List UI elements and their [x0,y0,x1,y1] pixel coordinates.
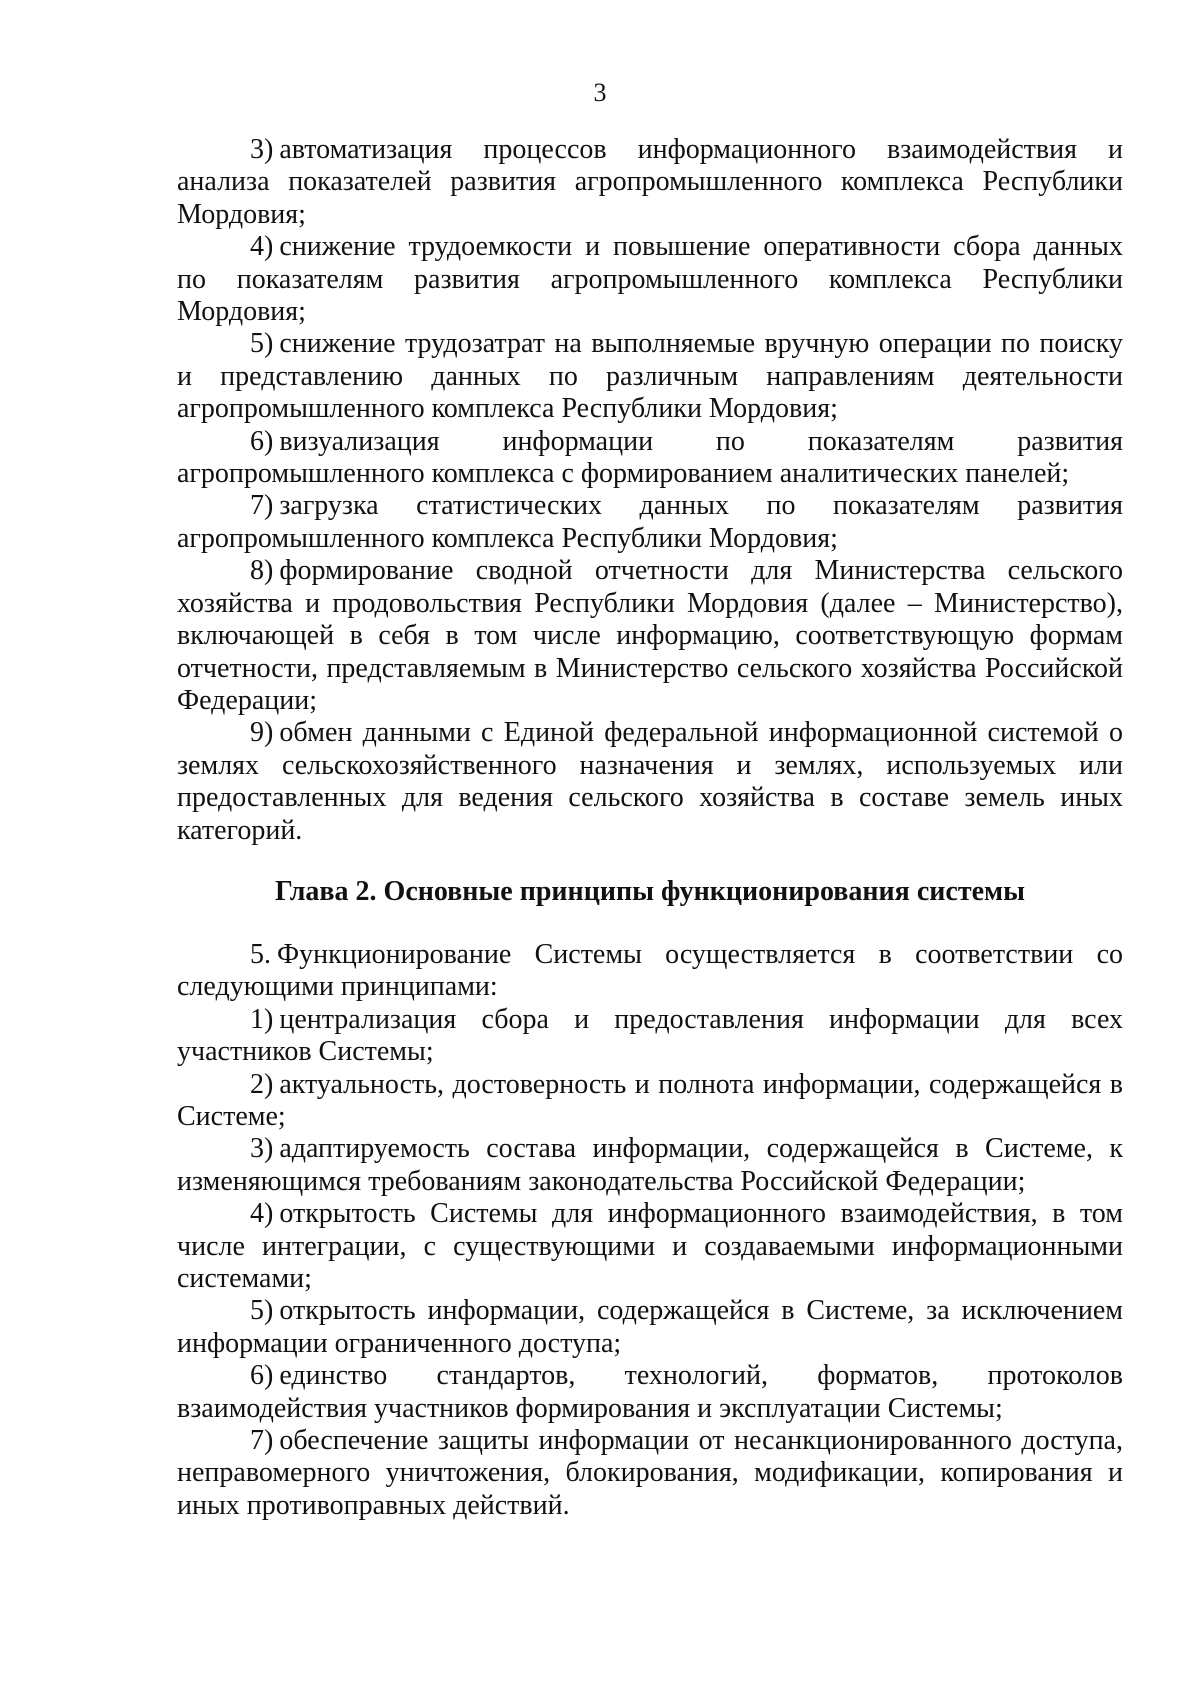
list-item-text: снижение трудозатрат на выполняемые вручную операции по поиску и представлению данных по различным направлениям деятельности агропромышленного комплекса Республики Мордовия; [177,328,1123,425]
list-item-text: снижение трудоемкости и повышение оперативности сбора данных по показателям развития агропромышленного комплекса Республики Мордовия; [177,231,1123,328]
list-item-text: формирование сводной отчетности для Министерства сельского хозяйства и продовольствия Республики Мордовия (далее – Министерство), включающей в себя в том числе информацию, соответствующую формам отчетности, представляемым в Министерство сельского хозяйства Российской Федерации; [177,555,1123,716]
list-item-number: 7) [250,490,274,522]
list-item [177,1069,1123,1134]
list-item [177,717,1123,847]
list-item-text: обеспечение защиты информации от несанкционированного доступа, неправомерного уничтожения, блокирования, модификации, копирования и иных противоправных действий. [177,1425,1123,1521]
section-paragraph [177,939,1123,1004]
list-item-number: 3) [250,134,274,165]
list-item [177,1133,1123,1198]
list-item-text: единство стандартов, технологий, форматов, протоколов взаимодействия участников формирования и эксплуатации Системы; [177,1360,1123,1424]
list-item-number: 6) [250,1360,274,1392]
list-item-text: визуализация информации по показателям развития агропромышленного комплекса с формированием аналитических панелей; [177,425,1123,490]
list-item-number: 4) [250,1198,274,1230]
list-item-text: централизация сбора и предоставления информации для всех участников Системы; [177,1003,1123,1068]
list-item [177,328,1123,425]
list-item [177,1004,1123,1069]
list-item-text: обмен данными с Единой федеральной информационной системой о землях сельскохозяйственного назначения и землях, используемых или предоставленных для ведения сельского хозяйства в составе земель иных категорий. [177,717,1123,846]
list-item-text: адаптируемость состава информации, содержащейся в Системе, к изменяющимся требованиям законодательства Российской Федерации; [177,1133,1123,1197]
list-item-text: открытость информации, содержащейся в Системе, за исключением информации ограниченного доступа; [177,1295,1123,1359]
list-item-number: 8) [250,555,274,587]
chapter-heading: Глава 2. Основные принципы функционирования системы [275,875,1025,907]
document-body [177,134,1123,1522]
list-item-number: 4) [250,231,274,263]
list-item-text: автоматизация процессов информационного взаимодействия и анализа показателей развития агропромышленного комплекса Республики Мордовия; [177,134,1123,230]
list-item [177,1198,1123,1295]
section-text: Функционирование Системы осуществляется в соответствии со следующими принципами: [177,938,1123,1003]
list-item-number: 9) [250,717,274,749]
list-item [177,490,1123,555]
list-item [177,1360,1123,1425]
list-item-number: 5) [250,1295,274,1327]
list-item [177,1295,1123,1360]
list-item [177,231,1123,328]
list-item-text: открытость Системы для информационного взаимодействия, в том числе интеграции, с существующими и создаваемыми информационными системами; [177,1198,1123,1294]
list-item-text: загрузка статистических данных по показателям развития агропромышленного комплекса Республики Мордовия; [177,490,1123,554]
list-item-number: 5) [250,328,274,360]
list-item [177,555,1123,717]
list-item-number: 7) [250,1425,274,1457]
section-number: 5. [250,938,271,970]
list-item-number: 1) [250,1003,274,1035]
page-number: 3 [593,78,607,107]
list-item-number: 6) [250,425,274,457]
list-item [177,426,1123,491]
list-item-text: актуальность, достоверность и полнота информации, содержащейся в Системе; [177,1068,1123,1132]
list-item-number: 3) [250,1133,274,1165]
list-item [177,134,1123,231]
list-item [177,1425,1123,1522]
list-item-number: 2) [250,1068,274,1100]
